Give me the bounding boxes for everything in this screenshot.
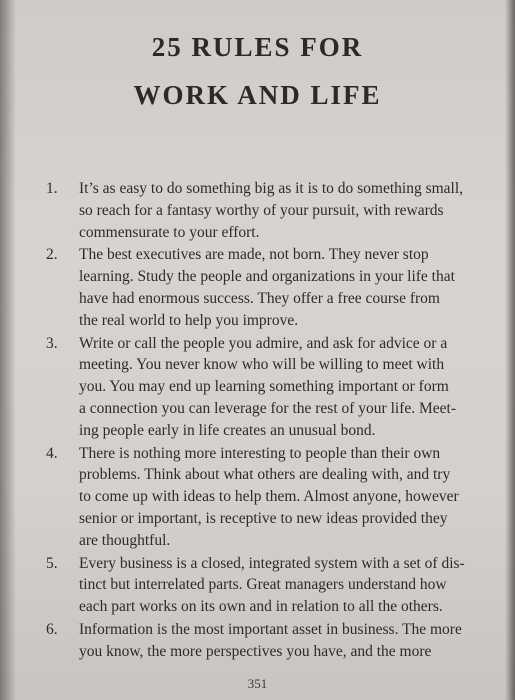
rule-text-line: the real world to help you improve. <box>79 311 299 329</box>
rule-text-line: learning. Study the people and organizations in your life that <box>79 268 455 286</box>
rule-text-line: It’s as easy to do something big as it is to do something small, <box>79 180 464 197</box>
rule-item-5 <box>46 553 466 618</box>
rule-text-line: Information is the most important asset in business. The more <box>79 620 462 638</box>
rule-number: 6. <box>46 620 58 638</box>
rule-item-6 <box>46 619 466 663</box>
rule-item-4 <box>46 443 466 552</box>
rule-text-line: commensurate to your effort. <box>79 223 260 241</box>
rule-text-line: senior or important, is receptive to new ideas provided they <box>79 509 448 527</box>
rule-text-line: The best executives are made, not born. They never stop <box>79 246 429 264</box>
page-number: 351 <box>247 676 268 691</box>
rule-item-2 <box>46 244 466 331</box>
rule-text-line: meeting. You never know who will be willing to meet with <box>79 356 445 374</box>
rule-text-line: are thoughtful. <box>79 531 171 549</box>
rule-item-1 <box>46 178 466 243</box>
rule-number: 2. <box>46 246 58 264</box>
rule-text-line: Write or call the people you admire, and ask for advice or a <box>79 334 448 352</box>
rules-list <box>46 178 466 664</box>
rule-text-line: have had enormous success. They offer a free course from <box>79 289 440 307</box>
rule-text-line: There is nothing more interesting to people than their own <box>79 444 441 462</box>
rule-number: 5. <box>46 554 58 572</box>
rule-text-line: to come up with ideas to help them. Almost anyone, however <box>79 488 459 506</box>
chapter-title-line-2: WORK AND LIFE <box>133 80 382 110</box>
rule-text-line: so reach for a fantasy worthy of your pursuit, with rewards <box>79 201 444 219</box>
rule-text-line: tinct but interrelated parts. Great managers understand how <box>79 576 447 594</box>
rule-item-3 <box>46 333 466 442</box>
rule-text-line: you. You may end up learning something important or form <box>79 378 449 396</box>
rule-text-line: problems. Think about what others are dealing with, and try <box>79 466 451 484</box>
rule-text-line: a connection you can leverage for the rest of your life. Meet- <box>79 399 457 417</box>
chapter-title-line-1: 25 RULES FOR <box>151 32 364 62</box>
rule-text-line: ing people early in life creates an unusual bond. <box>79 421 376 439</box>
rule-text-line: Every business is a closed, integrated system with a set of dis- <box>79 554 465 572</box>
rule-number: 1. <box>46 180 58 197</box>
rule-number: 3. <box>46 334 58 352</box>
rule-text-line: you know, the more perspectives you have, and the more <box>79 642 432 660</box>
rule-text-line: each part works on its own and in relation to all the others. <box>79 598 443 616</box>
rule-number: 4. <box>46 444 58 462</box>
